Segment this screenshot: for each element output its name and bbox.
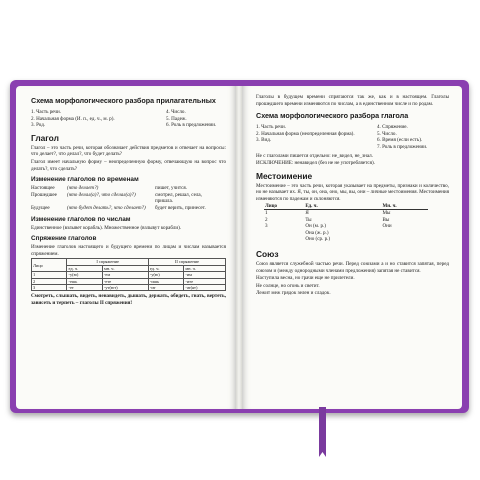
table-row: Оно (ср. р.) xyxy=(305,236,331,243)
number-text: Единственное (взлывет корабль). Множественное (взлывут корабли). xyxy=(31,224,182,231)
verb-scheme-title: Схема морфологического разбора глагола xyxy=(256,111,409,121)
conjugation-exceptions: Смотреть, слышать, видеть, ненавидеть, дышать, держать, обидеть, гнать, вертеть, зависеть и терпеть – глаголы II спряжения! xyxy=(31,293,226,306)
pronoun-heading: Местоимение xyxy=(256,170,313,181)
ne-rule: Не с глаголами пишется отдельно: не_видел, не_знал. xyxy=(256,152,373,159)
tense-row: Настоящее (что делает?) пишет, учится. xyxy=(31,185,188,192)
table-row: 2 Ты Вы xyxy=(265,216,390,223)
future-tense-note: Глаголы в будущем времени спрягаются так же, как и в настоящем. Глаголы прошедшего времени изменяются по числам, а в единственном числе и по родам. xyxy=(256,94,449,107)
table-row: 3 Он (м. р.) Они xyxy=(265,223,392,230)
tense-row: Прошедшее (что делал(а)?, что сделал(а)?) смотрел, решал, села, xyxy=(31,191,202,198)
table-row: 1 -у(ю) -ем -у(ю) -им xyxy=(32,272,226,278)
union-text: Союз является служебной частью речи. Перед союзами а и но ставится запятая, перед союзом и (между однородными членами предложения) запятая не ставится. xyxy=(256,260,449,274)
scheme-item: 5. Падеж. xyxy=(166,115,187,122)
tense-heading: Изменение глаголов по временам xyxy=(31,176,139,184)
tense-list xyxy=(31,185,226,211)
tense-row: пришла. xyxy=(155,198,173,205)
adjective-scheme-list xyxy=(31,109,226,129)
union-example: Наступила весна, но грачи еще не прилетели. xyxy=(256,275,355,282)
conjugation-table: Лицо I спряжение II спряжение ед. ч. мн. ч. ед. ч. мн. ч. 1 -у(ю) -ем -у(ю) -им 2 -ешь -ете -ишь -ите 3 -ет -ут(ют) -ит -ат(ят) xyxy=(31,258,226,291)
tense-row: Будущее (что будет делать?, что сделает?) будет верить, принесет. xyxy=(31,204,206,211)
table-row: 3 -ет -ут(ют) -ит -ат(ят) xyxy=(32,284,226,290)
union-example: Не солнце, но огонь и светит. xyxy=(256,282,320,289)
verb-initial-form: Глагол имеет начальную форму – неопределенную форму, отвечающую на вопрос что делать?, что сделать? xyxy=(31,158,226,172)
pronoun-table: Лицо Ед. ч. Мн. ч. 1 Я Мы 2 Ты Вы 3 Он (м. р.) Они Она (ж. р.) Оно (ср. р.) xyxy=(264,204,428,243)
bookmark-ribbon[interactable] xyxy=(319,407,326,457)
scheme-item: 3. Вид. xyxy=(256,137,272,144)
scheme-item: 5. Число. xyxy=(377,130,397,137)
scheme-item: 1. Часть речи. xyxy=(256,124,286,131)
table-row: 1 Я Мы xyxy=(265,209,391,216)
scheme-item: 3. Род. xyxy=(31,122,46,129)
verb-heading: Глагол xyxy=(31,132,59,143)
adjective-scheme-title: Схема морфологического разбора прилагательных xyxy=(31,96,216,105)
left-page xyxy=(16,86,236,409)
scheme-item: 7. Роль в предложении. xyxy=(377,143,428,150)
scheme-item: 6. Роль в предложении. xyxy=(166,122,217,129)
scheme-item: 6. Время (если есть). xyxy=(377,137,423,144)
table-row: 2 -ешь -ете -ишь -ите xyxy=(32,278,226,284)
verb-definition: Глагол – это часть речи, которая обозначает действия предметов и отвечает на вопросы: что делает?, что делал?, что будет делать? xyxy=(31,144,226,158)
scheme-item: 2. Начальная форма (И. п., ед. ч., м. р). xyxy=(31,115,115,122)
pronoun-definition: Местоимение – это часть речи, которая указывает на предметы, признаки и количество, но не называет их. Я, ты, он, она, оно, мы, вы, они – личные местоимения. Местоимения изменяются по падежам и склоняются. xyxy=(256,182,449,202)
scheme-item: 4. Число. xyxy=(166,109,186,115)
conjugation-heading: Спряжение глаголов xyxy=(31,235,97,243)
union-heading: Союз xyxy=(256,248,279,259)
right-page xyxy=(242,86,462,409)
ne-exception: ИСКЛЮЧЕНИЕ: ненавидел (без не не употребляется). xyxy=(256,160,375,167)
number-heading: Изменение глаголов по числам xyxy=(31,215,131,223)
scheme-item: 1. Часть речи. xyxy=(31,109,61,115)
union-example: Лежит меж грядок зелен и сладок. xyxy=(256,290,331,297)
scheme-item: 4. Спряжение. xyxy=(377,124,408,131)
verb-scheme-list xyxy=(256,124,449,150)
table-row: Она (ж. р.) xyxy=(305,229,329,236)
conjugation-text: Изменение глаголов настоящего и будущего времени по лицам и числам называется спряжением. xyxy=(31,244,226,257)
scheme-item: 2. Начальная форма (неопределенная форма). xyxy=(256,130,355,137)
